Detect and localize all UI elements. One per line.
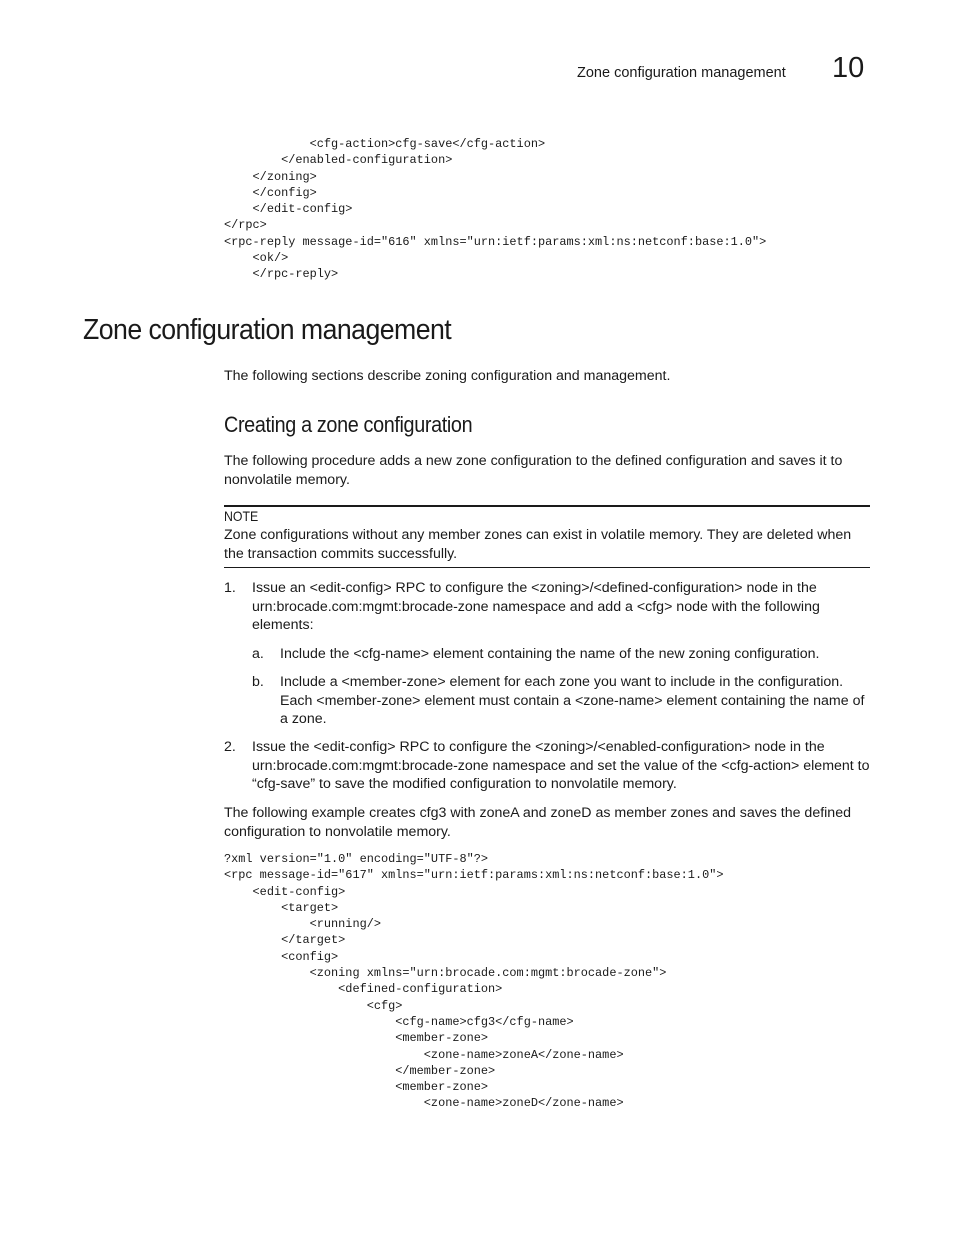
note-text: Zone configurations without any member zones can exist in volatile memory. They are deleted when the transaction commits successfully. bbox=[224, 527, 852, 562]
step-number: 1. bbox=[224, 580, 236, 596]
note-top-rule bbox=[224, 505, 870, 507]
example-intro: The following example creates cfg3 with zoneA and zoneD as member zones and saves the defined configuration to nonvolatile memory. bbox=[224, 805, 851, 840]
substep-text: Include a <member-zone> element for each zone you want to include in the configuration. Each <member-zone> element must contain a <zone-name> element containing the name of a zone. bbox=[280, 674, 865, 727]
subsection-title: Creating a zone configuration bbox=[224, 412, 473, 437]
substep-text: Include the <cfg-name> element containing the name of the new zoning configuration. bbox=[280, 646, 820, 662]
procedure-intro: The following procedure adds a new zone configuration to the defined configuration and saves it to nonvolatile memory. bbox=[224, 453, 843, 488]
note-label: NOTE bbox=[224, 508, 259, 524]
step-text: Issue an <edit-config> RPC to configure the <zoning>/<defined-configuration> node in the urn:brocade.com:mgmt:brocade-zone namespace and add a <cfg> node with the following elements: bbox=[252, 580, 820, 633]
running-header-title: Zone configuration management bbox=[577, 65, 786, 81]
note-bottom-rule bbox=[224, 567, 870, 568]
substep-letter: a. bbox=[252, 646, 264, 662]
section-intro: The following sections describe zoning configuration and management. bbox=[224, 368, 671, 384]
substep-letter: b. bbox=[252, 674, 264, 690]
code-block-example: ?xml version="1.0" encoding="UTF-8"?> <rpc message-id="617" xmlns="urn:ietf:params:xml:ns:netconf:base:1.0"> <edit-config> <target> <running/> </target> <config> <zoning xmlns="urn:brocade.com:mgmt:brocade-zone"> <defined-configuration> <cfg> <cfg-name>cfg3</cfg-name> <member-zone> <zone-name>zoneA</zone-name> </member-zone> <member-zone> <zone-name>zoneD</zone-name> bbox=[224, 852, 724, 1111]
step-number: 2. bbox=[224, 739, 236, 755]
section-title: Zone configuration management bbox=[83, 314, 452, 346]
code-block-cfg-save: <cfg-action>cfg-save</cfg-action> </enabled-configuration> </zoning> </config> </edit-config> </rpc> <rpc-reply message-id="616" xmlns="urn:ietf:params:xml:ns:netconf:base:1.0"> <ok/> </rpc-reply> bbox=[224, 137, 767, 282]
step-text: Issue the <edit-config> RPC to configure the <zoning>/<enabled-configuration> node in the urn:brocade.com:mgmt:brocade-zone namespace and set the value of the <cfg-action> element to “cfg-save” to save the modified configuration to nonvolatile memory. bbox=[252, 739, 870, 792]
chapter-number: 10 bbox=[832, 52, 865, 84]
